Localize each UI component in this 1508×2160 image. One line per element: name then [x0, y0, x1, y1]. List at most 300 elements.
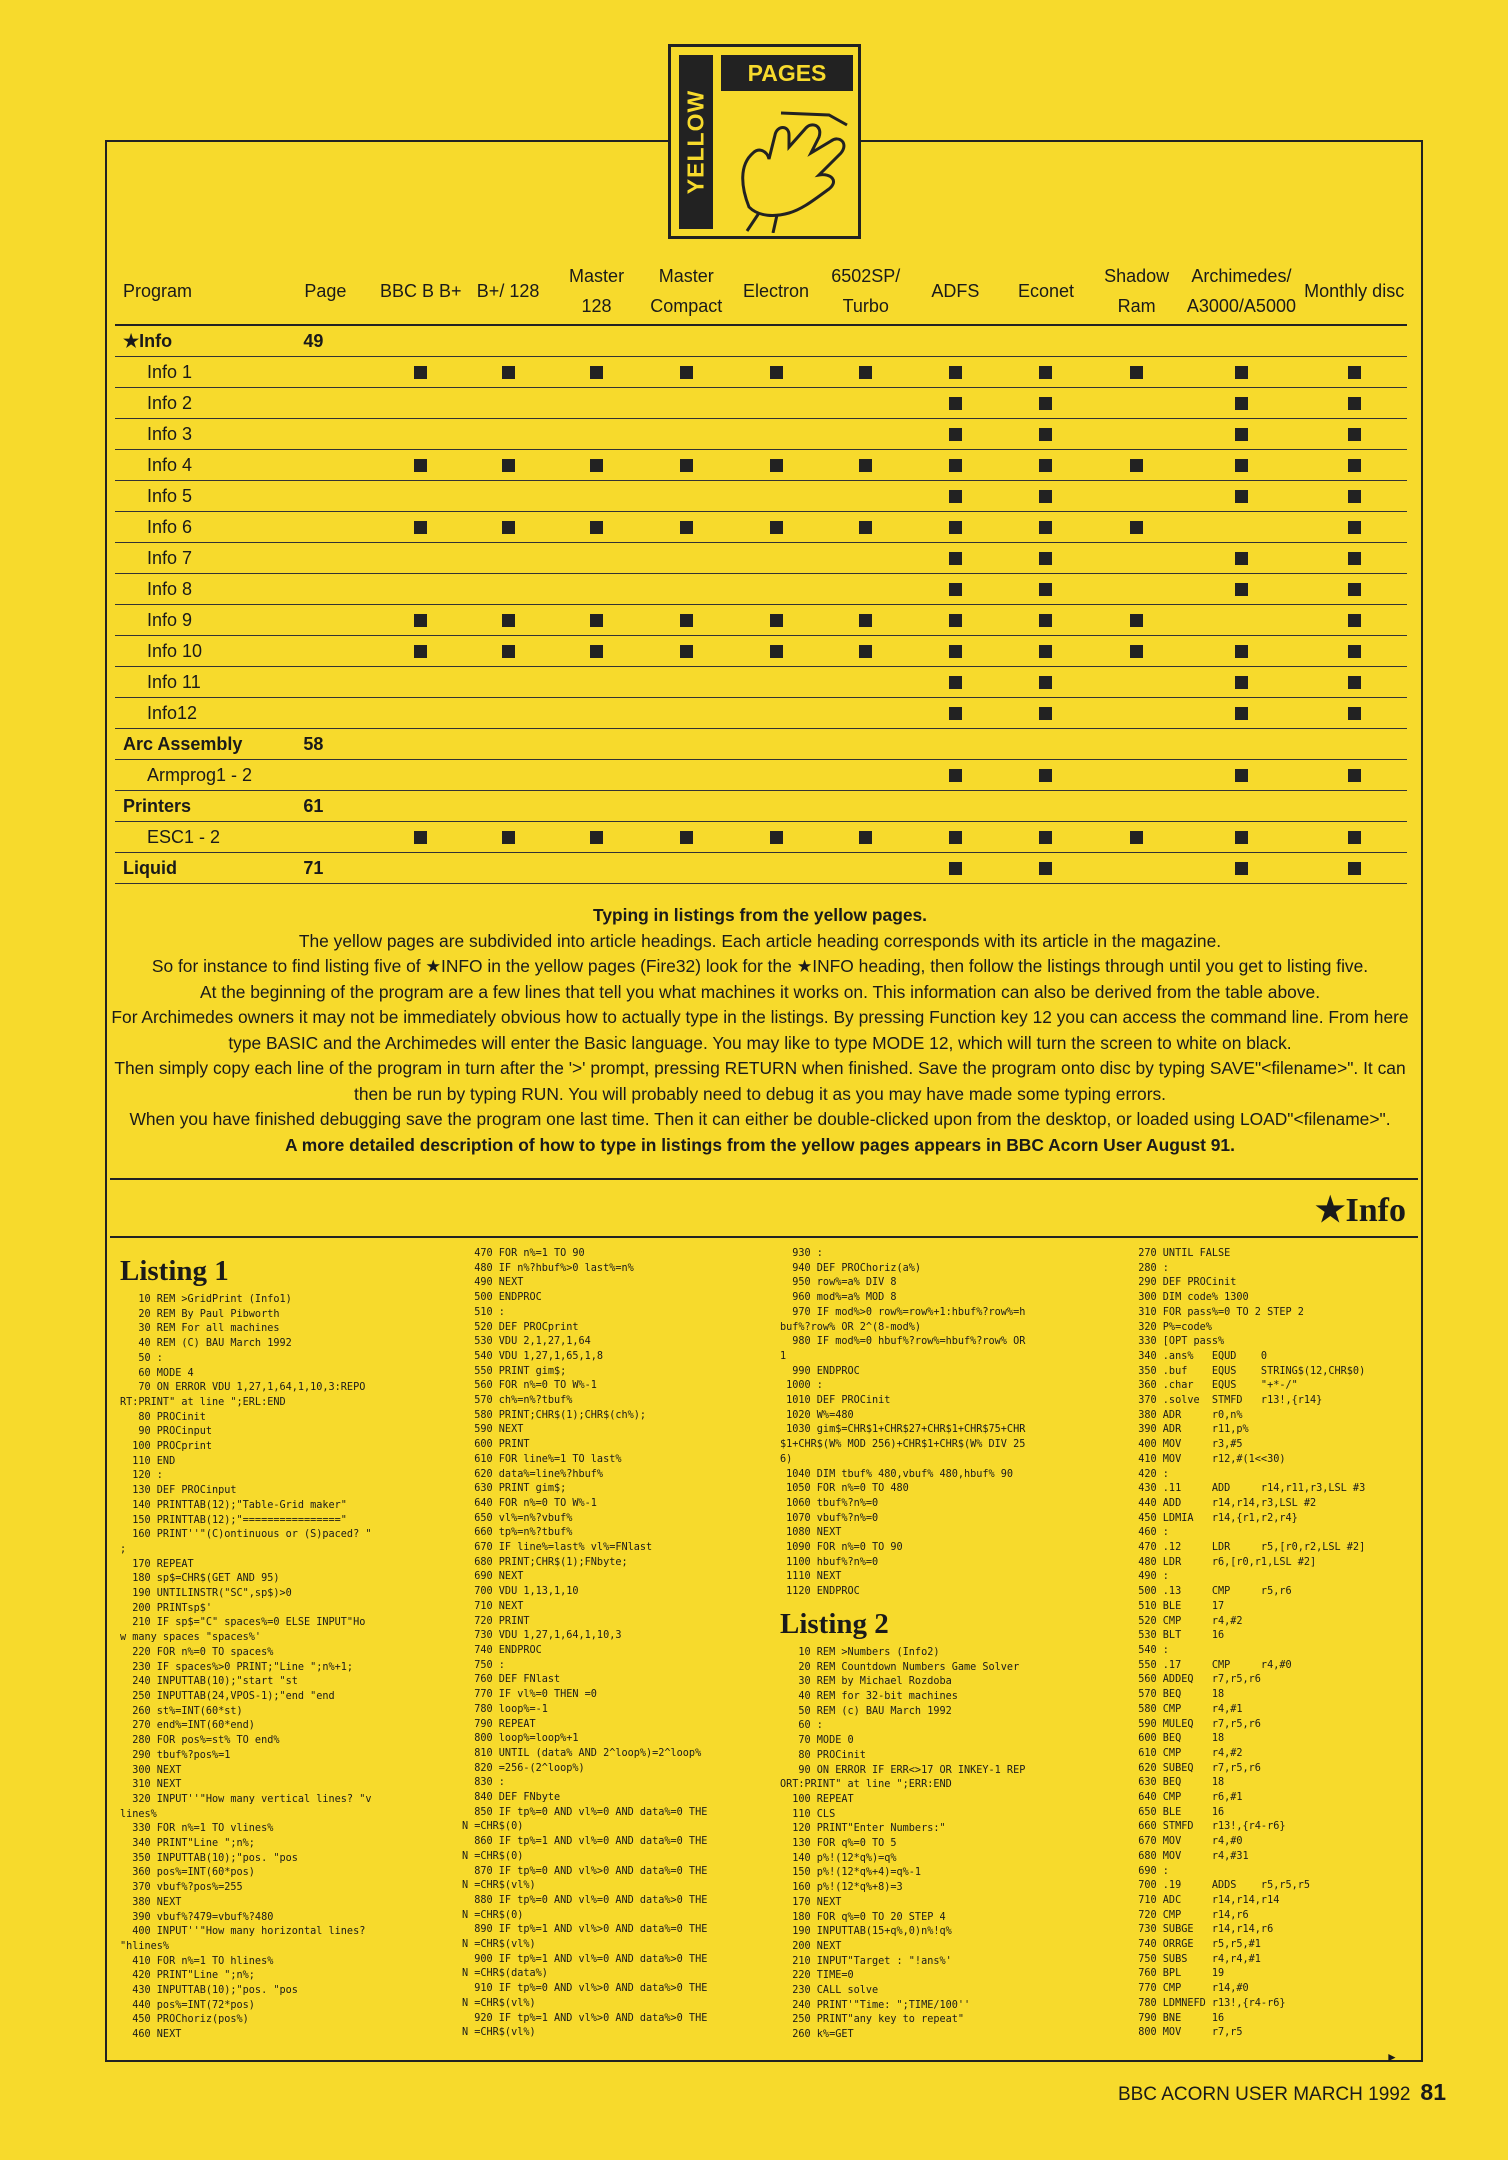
- compat-cell: [552, 853, 642, 884]
- table-row: [115, 853, 1407, 884]
- compat-cell: [911, 325, 1001, 357]
- compat-cell: [464, 574, 551, 605]
- program-name: Info 11: [115, 667, 303, 698]
- compat-cell: [377, 667, 464, 698]
- compat-cell: [731, 853, 821, 884]
- compat-cell: [552, 481, 642, 512]
- program-name: Info 5: [115, 481, 303, 512]
- col-header: Shadow Ram: [1092, 258, 1182, 325]
- col-header: Monthly disc: [1301, 258, 1407, 325]
- compatible-mark-icon: [590, 521, 603, 534]
- compat-cell: [1301, 450, 1407, 481]
- compatible-mark-icon: [1235, 552, 1248, 565]
- compat-cell: [1000, 325, 1092, 357]
- compat-cell: [911, 760, 1001, 791]
- compat-cell: [821, 450, 911, 481]
- compat-cell: [821, 574, 911, 605]
- compat-cell: [1092, 667, 1182, 698]
- program-name: Info 1: [115, 357, 303, 388]
- compat-cell: [821, 698, 911, 729]
- bottom-rule: [105, 2060, 1423, 2062]
- compat-cell: [911, 419, 1001, 450]
- page-ref: 61: [303, 791, 377, 822]
- compatible-mark-icon: [590, 366, 603, 379]
- compat-cell: [377, 325, 464, 357]
- table-row: [115, 450, 1407, 481]
- compat-cell: [464, 450, 551, 481]
- compat-cell: [821, 388, 911, 419]
- compat-cell: [731, 481, 821, 512]
- col-header: Econet: [1000, 258, 1092, 325]
- compatible-mark-icon: [1348, 459, 1361, 472]
- compat-cell: [464, 419, 551, 450]
- compatible-mark-icon: [859, 645, 872, 658]
- compat-cell: [464, 853, 551, 884]
- program-name: Info 4: [115, 450, 303, 481]
- compatible-mark-icon: [680, 831, 693, 844]
- compat-cell: [821, 667, 911, 698]
- compat-cell: [911, 853, 1001, 884]
- compatible-mark-icon: [770, 614, 783, 627]
- compatible-mark-icon: [1235, 428, 1248, 441]
- program-name: Printers: [115, 791, 303, 822]
- compat-cell: [1000, 605, 1092, 636]
- compat-cell: [641, 791, 731, 822]
- page-ref: [303, 357, 377, 388]
- instructions-paragraph: At the beginning of the program are a few lines that tell you what machines it works on. This information can also be derived from the table above.: [199, 981, 1321, 1002]
- compat-cell: [911, 822, 1001, 853]
- compat-cell: [1092, 419, 1182, 450]
- compatible-mark-icon: [859, 614, 872, 627]
- program-name: Info 9: [115, 605, 303, 636]
- compatible-mark-icon: [1348, 676, 1361, 689]
- compatible-mark-icon: [949, 862, 962, 875]
- page-ref: [303, 512, 377, 543]
- compatible-mark-icon: [1039, 521, 1052, 534]
- compat-cell: [464, 636, 551, 667]
- compat-cell: [1000, 388, 1092, 419]
- compat-cell: [1181, 481, 1301, 512]
- compat-cell: [1181, 419, 1301, 450]
- compatible-mark-icon: [1348, 707, 1361, 720]
- instructions: [110, 903, 1410, 1158]
- compat-cell: [731, 388, 821, 419]
- compat-cell: [821, 543, 911, 574]
- compat-cell: [377, 822, 464, 853]
- compat-cell: [731, 636, 821, 667]
- compat-cell: [641, 419, 731, 450]
- right-rule: [1421, 140, 1423, 2060]
- listing-1-code-end: 930 : 940 DEF PROChoriz(a%) 950 row%=a% DIV 8 960 mod%=a% MOD 8 970 IF mod%>0 row%=row%+1:hbuf%?row%=h buf%?row% OR 2^(8-mod%) 980 IF mod%=0 hbuf%?row%=hbuf%?row% OR 1 990 ENDPROC 1000 : 1010 DEF PROCinit 1020 W%=480 1030 gim$=CHR$1+CHR$27+CHR$1+CHR$75+CHR $1+CHR$(W% MOD 256)+CHR$1+CHR$(W% DIV 25 6) 1040 DIM tbuf% 480,vbuf% 480,hbuf% 90 1050 FOR n%=0 TO 480 1060 tbuf%?n%=0 1070 vbuf%?n%=0 1080 NEXT 1090 FOR n%=0 TO 90 1100 hbuf%?n%=0 1110 NEXT 1120 ENDPROC: [780, 1248, 1026, 1598]
- compatible-mark-icon: [1039, 862, 1052, 875]
- compatible-mark-icon: [680, 521, 693, 534]
- listing-1-code: 10 REM >GridPrint (Info1) 20 REM By Paul Pibworth 30 REM For all machines 40 REM (C) BAU March 1992 50 : 60 MODE 4 70 ON ERROR VDU 1,27,1,64,1,10,3:REPO RT:PRINT" at line ";ERL:END 80 PROCinit 90 PROCinput 100 PROCprint 110 END 120 : 130 DEF PROCinput 140 PRINTTAB(12);"Table-Grid maker" 150 PRINTTAB(12);"================" 160 PRINT''"(C)ontinuous or (S)paced? " ; 170 REPEAT 180 sp$=CHR$(GET AND 95) 190 UNTILINSTR("SC",sp$)>0 200 PRINTsp$' 210 IF sp$="C" spaces%=0 ELSE INPUT"Ho w many spaces "spaces%' 220 FOR n%=0 TO spaces% 230 IF spaces%>0 PRINT;"Line ";n%+1; 240 INPUTTAB(10);"start "st 250 INPUTTAB(24,VPOS-1);"end "end 260 st%=INT(60*st) 270 end%=INT(60*end) 280 FOR pos%=st% TO end% 290 tbuf%?pos%=1 300 NEXT 310 NEXT 320 INPUT''"How many vertical lines? "v lines% 330 FOR n%=1 TO vlines% 340 PRINT"Line ";n%; 350 INPUTTAB(10);"pos. "pos 360 pos%=INT(60*pos) 370 vbuf%?pos%=255 380 NEXT 390 vbuf%?479=vbuf%?480 400 INPUT''"How many horizontal lines? "hlines% 410 FOR n%=1 TO hlines% 420 PRINT"Line ";n%; 430 INPUTTAB(10);"pos. "pos 440 pos%=INT(72*pos) 450 PROChoriz(pos%) 460 NEXT: [120, 1294, 372, 2041]
- compatible-mark-icon: [1348, 521, 1361, 534]
- compat-cell: [1301, 791, 1407, 822]
- listing-2-code-continued: 270 UNTIL FALSE 280 : 290 DEF PROCinit 300 DIM code% 1300 310 FOR pass%=0 TO 2 STEP 2 320 P%=code% 330 [OPT pass% 340 .ans% EQUD 0 350 .buf EQUS STRING$(12,CHR$0) 360 .char EQUS "+*-/" 370 .solve STMFD r13!,{r14} 380 ADR r0,n% 390 ADR r11,p% 400 MOV r3,#5 410 MOV r12,#(1<<30) 420 : 430 .11 ADD r14,r11,r3,LSL #3 440 ADD r14,r14,r3,LSL #2 450 LDMIA r14,{r1,r2,r4} 460 : 470 .12 LDR r5,[r0,r2,LSL #2] 480 LDR r6,[r0,r1,LSL #2] 490 : 500 .13 CMP r5,r6 510 BLE 17 520 CMP r4,#2 530 BLT 16 540 : 550 .17 CMP r4,#0 560 ADDEQ r7,r5,r6 570 BEQ 18 580 CMP r4,#1 590 MULEQ r7,r5,r6 600 BEQ 18 610 CMP r4,#2 620 SUBEQ r7,r5,r6 630 BEQ 18 640 CMP r6,#1 650 BLE 16 660 STMFD r13!,{r4-r6} 670 MOV r4,#0 680 MOV r4,#31 690 : 700 .19 ADDS r5,r5,r5 710 ADC r14,r14,r14 720 CMP r14,r6 730 SUBGE r14,r14,r6 740 ORRGE r5,r5,#1 750 SUBS r4,r4,#1 760 BPL 19 770 CMP r14,#0 780 LDMNEFD r13!,{r4-r6} 790 BNE 16 800 MOV r7,r5: [1138, 1248, 1366, 2039]
- table-row: [115, 481, 1407, 512]
- compatible-mark-icon: [1039, 552, 1052, 565]
- compatible-mark-icon: [414, 521, 427, 534]
- listing-column-2: [462, 1247, 707, 2041]
- compatible-mark-icon: [1348, 614, 1361, 627]
- page-ref: [303, 605, 377, 636]
- compatible-mark-icon: [502, 645, 515, 658]
- compat-cell: [731, 325, 821, 357]
- compat-cell: [1092, 791, 1182, 822]
- table-row: [115, 574, 1407, 605]
- compat-cell: [552, 357, 642, 388]
- page-ref: [303, 574, 377, 605]
- compat-cell: [1301, 481, 1407, 512]
- listing-1-title: Listing 1: [120, 1255, 229, 1287]
- compatible-mark-icon: [680, 459, 693, 472]
- magazine-issue: BBC ACORN USER MARCH 1992: [1117, 2084, 1411, 2105]
- compat-cell: [552, 325, 642, 357]
- col-header: ADFS: [911, 258, 1001, 325]
- compatible-mark-icon: [770, 521, 783, 534]
- compat-cell: [377, 512, 464, 543]
- compatible-mark-icon: [1348, 428, 1361, 441]
- compatible-mark-icon: [1130, 645, 1143, 658]
- compat-cell: [641, 760, 731, 791]
- compat-cell: [1092, 512, 1182, 543]
- compat-cell: [1181, 605, 1301, 636]
- left-rule: [105, 140, 107, 2060]
- compat-cell: [552, 791, 642, 822]
- compat-cell: [821, 419, 911, 450]
- compatible-mark-icon: [949, 521, 962, 534]
- compatible-mark-icon: [1235, 490, 1248, 503]
- compat-cell: [911, 729, 1001, 760]
- compat-cell: [377, 419, 464, 450]
- table-row: [115, 543, 1407, 574]
- compat-cell: [377, 357, 464, 388]
- listing-column-1: [120, 1247, 371, 2043]
- compat-cell: [464, 357, 551, 388]
- compat-cell: [1092, 574, 1182, 605]
- table-row: [115, 667, 1407, 698]
- compat-cell: [911, 388, 1001, 419]
- compat-cell: [1092, 325, 1182, 357]
- compat-cell: [464, 760, 551, 791]
- compat-cell: [641, 605, 731, 636]
- program-name: Info12: [115, 698, 303, 729]
- compat-cell: [1092, 729, 1182, 760]
- compat-cell: [641, 357, 731, 388]
- table-header-row: [115, 258, 1407, 325]
- compatible-mark-icon: [1235, 831, 1248, 844]
- compat-cell: [1181, 450, 1301, 481]
- compat-cell: [641, 512, 731, 543]
- table-row: [115, 388, 1407, 419]
- compat-cell: [641, 853, 731, 884]
- instructions-reference: A more detailed description of how to type in listings from the yellow pages appears in BBC Acorn User August 91.: [285, 1134, 1235, 1155]
- compat-cell: [377, 574, 464, 605]
- compat-cell: [1092, 822, 1182, 853]
- continued-arrow-icon: ►: [1386, 2050, 1398, 2064]
- instructions-paragraph: Then simply copy each line of the program in turn after the '>' prompt, pressing RETURN when finished. Save the program onto disc by typing SAVE"<filename>". It can then be run by typing RUN. You will probably need to debug it as you may have made some typing errors.: [114, 1058, 1406, 1104]
- compat-cell: [1181, 512, 1301, 543]
- compatible-mark-icon: [770, 645, 783, 658]
- compatible-mark-icon: [949, 769, 962, 782]
- compat-cell: [821, 357, 911, 388]
- compat-cell: [641, 729, 731, 760]
- table-row: [115, 729, 1407, 760]
- compatible-mark-icon: [1039, 614, 1052, 627]
- compat-cell: [911, 574, 1001, 605]
- compatible-mark-icon: [1348, 397, 1361, 410]
- compatible-mark-icon: [1348, 490, 1361, 503]
- compatible-mark-icon: [949, 459, 962, 472]
- program-name: Info 6: [115, 512, 303, 543]
- compat-cell: [464, 481, 551, 512]
- logo-yellow-text: YELLOW: [682, 89, 709, 195]
- compat-cell: [1181, 698, 1301, 729]
- table-row: [115, 698, 1407, 729]
- compat-cell: [641, 543, 731, 574]
- compat-cell: [1092, 605, 1182, 636]
- compat-cell: [552, 698, 642, 729]
- compat-cell: [464, 325, 551, 357]
- instructions-paragraph: The yellow pages are subdivided into article headings. Each article heading corresponds with its article in the magazine.: [298, 930, 1222, 951]
- compatible-mark-icon: [1039, 645, 1052, 658]
- compat-cell: [1000, 760, 1092, 791]
- compat-cell: [731, 667, 821, 698]
- compatible-mark-icon: [1235, 676, 1248, 689]
- compat-cell: [1000, 512, 1092, 543]
- compat-cell: [821, 822, 911, 853]
- compat-cell: [1181, 760, 1301, 791]
- logo-side-bar: [679, 55, 713, 229]
- compatible-mark-icon: [414, 645, 427, 658]
- compat-cell: [731, 760, 821, 791]
- compat-cell: [377, 605, 464, 636]
- compatible-mark-icon: [1039, 428, 1052, 441]
- compat-cell: [552, 388, 642, 419]
- compat-cell: [1092, 450, 1182, 481]
- compatible-mark-icon: [1130, 614, 1143, 627]
- compatible-mark-icon: [1235, 707, 1248, 720]
- compatible-mark-icon: [1130, 521, 1143, 534]
- compat-cell: [377, 481, 464, 512]
- compat-cell: [731, 450, 821, 481]
- program-name: ESC1 - 2: [115, 822, 303, 853]
- compat-cell: [377, 636, 464, 667]
- compat-cell: [1092, 636, 1182, 667]
- compat-cell: [1092, 388, 1182, 419]
- instructions-paragraph: So for instance to find listing five of ★INFO in the yellow pages (Fire32) look for the ★INFO heading, then follow the listings through until you get to listing five.: [151, 956, 1369, 976]
- compatible-mark-icon: [949, 583, 962, 596]
- program-name: Info 3: [115, 419, 303, 450]
- hand-icon: [719, 95, 855, 233]
- col-header: Electron: [731, 258, 821, 325]
- program-name: Info 2: [115, 388, 303, 419]
- compatible-mark-icon: [1235, 583, 1248, 596]
- compat-cell: [1301, 574, 1407, 605]
- compat-cell: [641, 574, 731, 605]
- compat-cell: [377, 388, 464, 419]
- compat-cell: [377, 760, 464, 791]
- compatible-mark-icon: [680, 645, 693, 658]
- compat-cell: [552, 543, 642, 574]
- compat-cell: [1000, 667, 1092, 698]
- compat-cell: [464, 698, 551, 729]
- page-ref: [303, 760, 377, 791]
- col-header: Program: [115, 258, 303, 325]
- compat-cell: [1000, 698, 1092, 729]
- compatible-mark-icon: [949, 614, 962, 627]
- compat-cell: [1301, 325, 1407, 357]
- table-row: [115, 822, 1407, 853]
- page-number: 81: [1420, 2079, 1446, 2105]
- compat-cell: [1301, 760, 1407, 791]
- compat-cell: [377, 791, 464, 822]
- program-name: Info 10: [115, 636, 303, 667]
- compat-cell: [821, 760, 911, 791]
- compatible-mark-icon: [680, 614, 693, 627]
- compatible-mark-icon: [949, 428, 962, 441]
- compat-cell: [821, 325, 911, 357]
- compat-cell: [1000, 791, 1092, 822]
- compat-cell: [1181, 822, 1301, 853]
- page-ref: [303, 419, 377, 450]
- compatible-mark-icon: [502, 521, 515, 534]
- compat-cell: [641, 667, 731, 698]
- compat-cell: [1301, 853, 1407, 884]
- compat-cell: [552, 760, 642, 791]
- compat-cell: [1301, 543, 1407, 574]
- compat-cell: [821, 636, 911, 667]
- compat-cell: [911, 605, 1001, 636]
- compat-cell: [1000, 419, 1092, 450]
- compatible-mark-icon: [1235, 645, 1248, 658]
- compatible-mark-icon: [1039, 397, 1052, 410]
- program-name: Armprog1 - 2: [115, 760, 303, 791]
- compatible-mark-icon: [590, 614, 603, 627]
- compat-cell: [1301, 729, 1407, 760]
- compatible-mark-icon: [414, 366, 427, 379]
- compat-cell: [1301, 357, 1407, 388]
- compatible-mark-icon: [414, 614, 427, 627]
- compat-cell: [1092, 760, 1182, 791]
- page-ref: 58: [303, 729, 377, 760]
- compat-cell: [821, 853, 911, 884]
- compat-cell: [1092, 853, 1182, 884]
- page-ref: [303, 636, 377, 667]
- compat-cell: [552, 450, 642, 481]
- compatible-mark-icon: [590, 459, 603, 472]
- compat-cell: [464, 388, 551, 419]
- compatible-mark-icon: [1039, 459, 1052, 472]
- instructions-paragraph: For Archimedes owners it may not be immediately obvious how to actually type in the listings. By pressing Function key 12 you can access the command line. From here type BASIC and the Archimedes will enter the Basic language. You may like to type MODE 12, which will turn the screen to white on black.: [111, 1007, 1409, 1053]
- page-ref: [303, 698, 377, 729]
- divider: [110, 1178, 1418, 1180]
- compat-cell: [911, 512, 1001, 543]
- table-row: [115, 605, 1407, 636]
- compatible-mark-icon: [770, 831, 783, 844]
- yellow-pages-logo: [668, 44, 861, 239]
- page-ref: 49: [303, 325, 377, 357]
- page-ref: [303, 388, 377, 419]
- compatible-mark-icon: [590, 645, 603, 658]
- compat-cell: [1301, 636, 1407, 667]
- compatible-mark-icon: [859, 366, 872, 379]
- compat-cell: [1181, 636, 1301, 667]
- compatible-mark-icon: [1039, 583, 1052, 596]
- compat-cell: [377, 543, 464, 574]
- page-footer: [1118, 2079, 1446, 2106]
- compat-cell: [1000, 481, 1092, 512]
- compat-cell: [552, 667, 642, 698]
- compat-cell: [911, 791, 1001, 822]
- compat-cell: [1301, 822, 1407, 853]
- section-title: ★Info: [1315, 1192, 1406, 1229]
- compat-cell: [1181, 574, 1301, 605]
- compat-cell: [731, 698, 821, 729]
- compat-cell: [1000, 357, 1092, 388]
- compat-cell: [731, 791, 821, 822]
- compat-cell: [641, 822, 731, 853]
- compat-cell: [1092, 357, 1182, 388]
- compat-cell: [552, 636, 642, 667]
- compat-cell: [731, 822, 821, 853]
- compatible-mark-icon: [1235, 366, 1248, 379]
- compat-cell: [641, 698, 731, 729]
- compat-cell: [911, 481, 1001, 512]
- compat-cell: [731, 419, 821, 450]
- compat-cell: [464, 667, 551, 698]
- compat-cell: [731, 357, 821, 388]
- compatible-mark-icon: [1039, 366, 1052, 379]
- compat-cell: [1301, 605, 1407, 636]
- compat-cell: [641, 481, 731, 512]
- compat-cell: [377, 853, 464, 884]
- compat-cell: [1181, 729, 1301, 760]
- compatible-mark-icon: [1348, 769, 1361, 782]
- compatible-mark-icon: [1348, 583, 1361, 596]
- compatible-mark-icon: [859, 459, 872, 472]
- compat-cell: [911, 450, 1001, 481]
- page-ref: [303, 667, 377, 698]
- compatible-mark-icon: [502, 459, 515, 472]
- compat-cell: [911, 698, 1001, 729]
- compat-cell: [1092, 543, 1182, 574]
- compatible-mark-icon: [1130, 459, 1143, 472]
- compat-cell: [1301, 667, 1407, 698]
- compatible-mark-icon: [414, 831, 427, 844]
- col-header: B+/ 128: [464, 258, 551, 325]
- compatible-mark-icon: [770, 366, 783, 379]
- compat-cell: [552, 729, 642, 760]
- compatible-mark-icon: [1348, 366, 1361, 379]
- col-header: Master Compact: [641, 258, 731, 325]
- compatible-mark-icon: [1348, 831, 1361, 844]
- compat-cell: [1181, 543, 1301, 574]
- compat-cell: [911, 543, 1001, 574]
- table-row: [115, 357, 1407, 388]
- compat-cell: [821, 512, 911, 543]
- compat-cell: [731, 574, 821, 605]
- compatible-mark-icon: [949, 831, 962, 844]
- compatible-mark-icon: [1348, 862, 1361, 875]
- compatible-mark-icon: [1039, 707, 1052, 720]
- compatible-mark-icon: [414, 459, 427, 472]
- compat-cell: [1301, 419, 1407, 450]
- table-row: [115, 760, 1407, 791]
- compatible-mark-icon: [859, 521, 872, 534]
- compatible-mark-icon: [1039, 831, 1052, 844]
